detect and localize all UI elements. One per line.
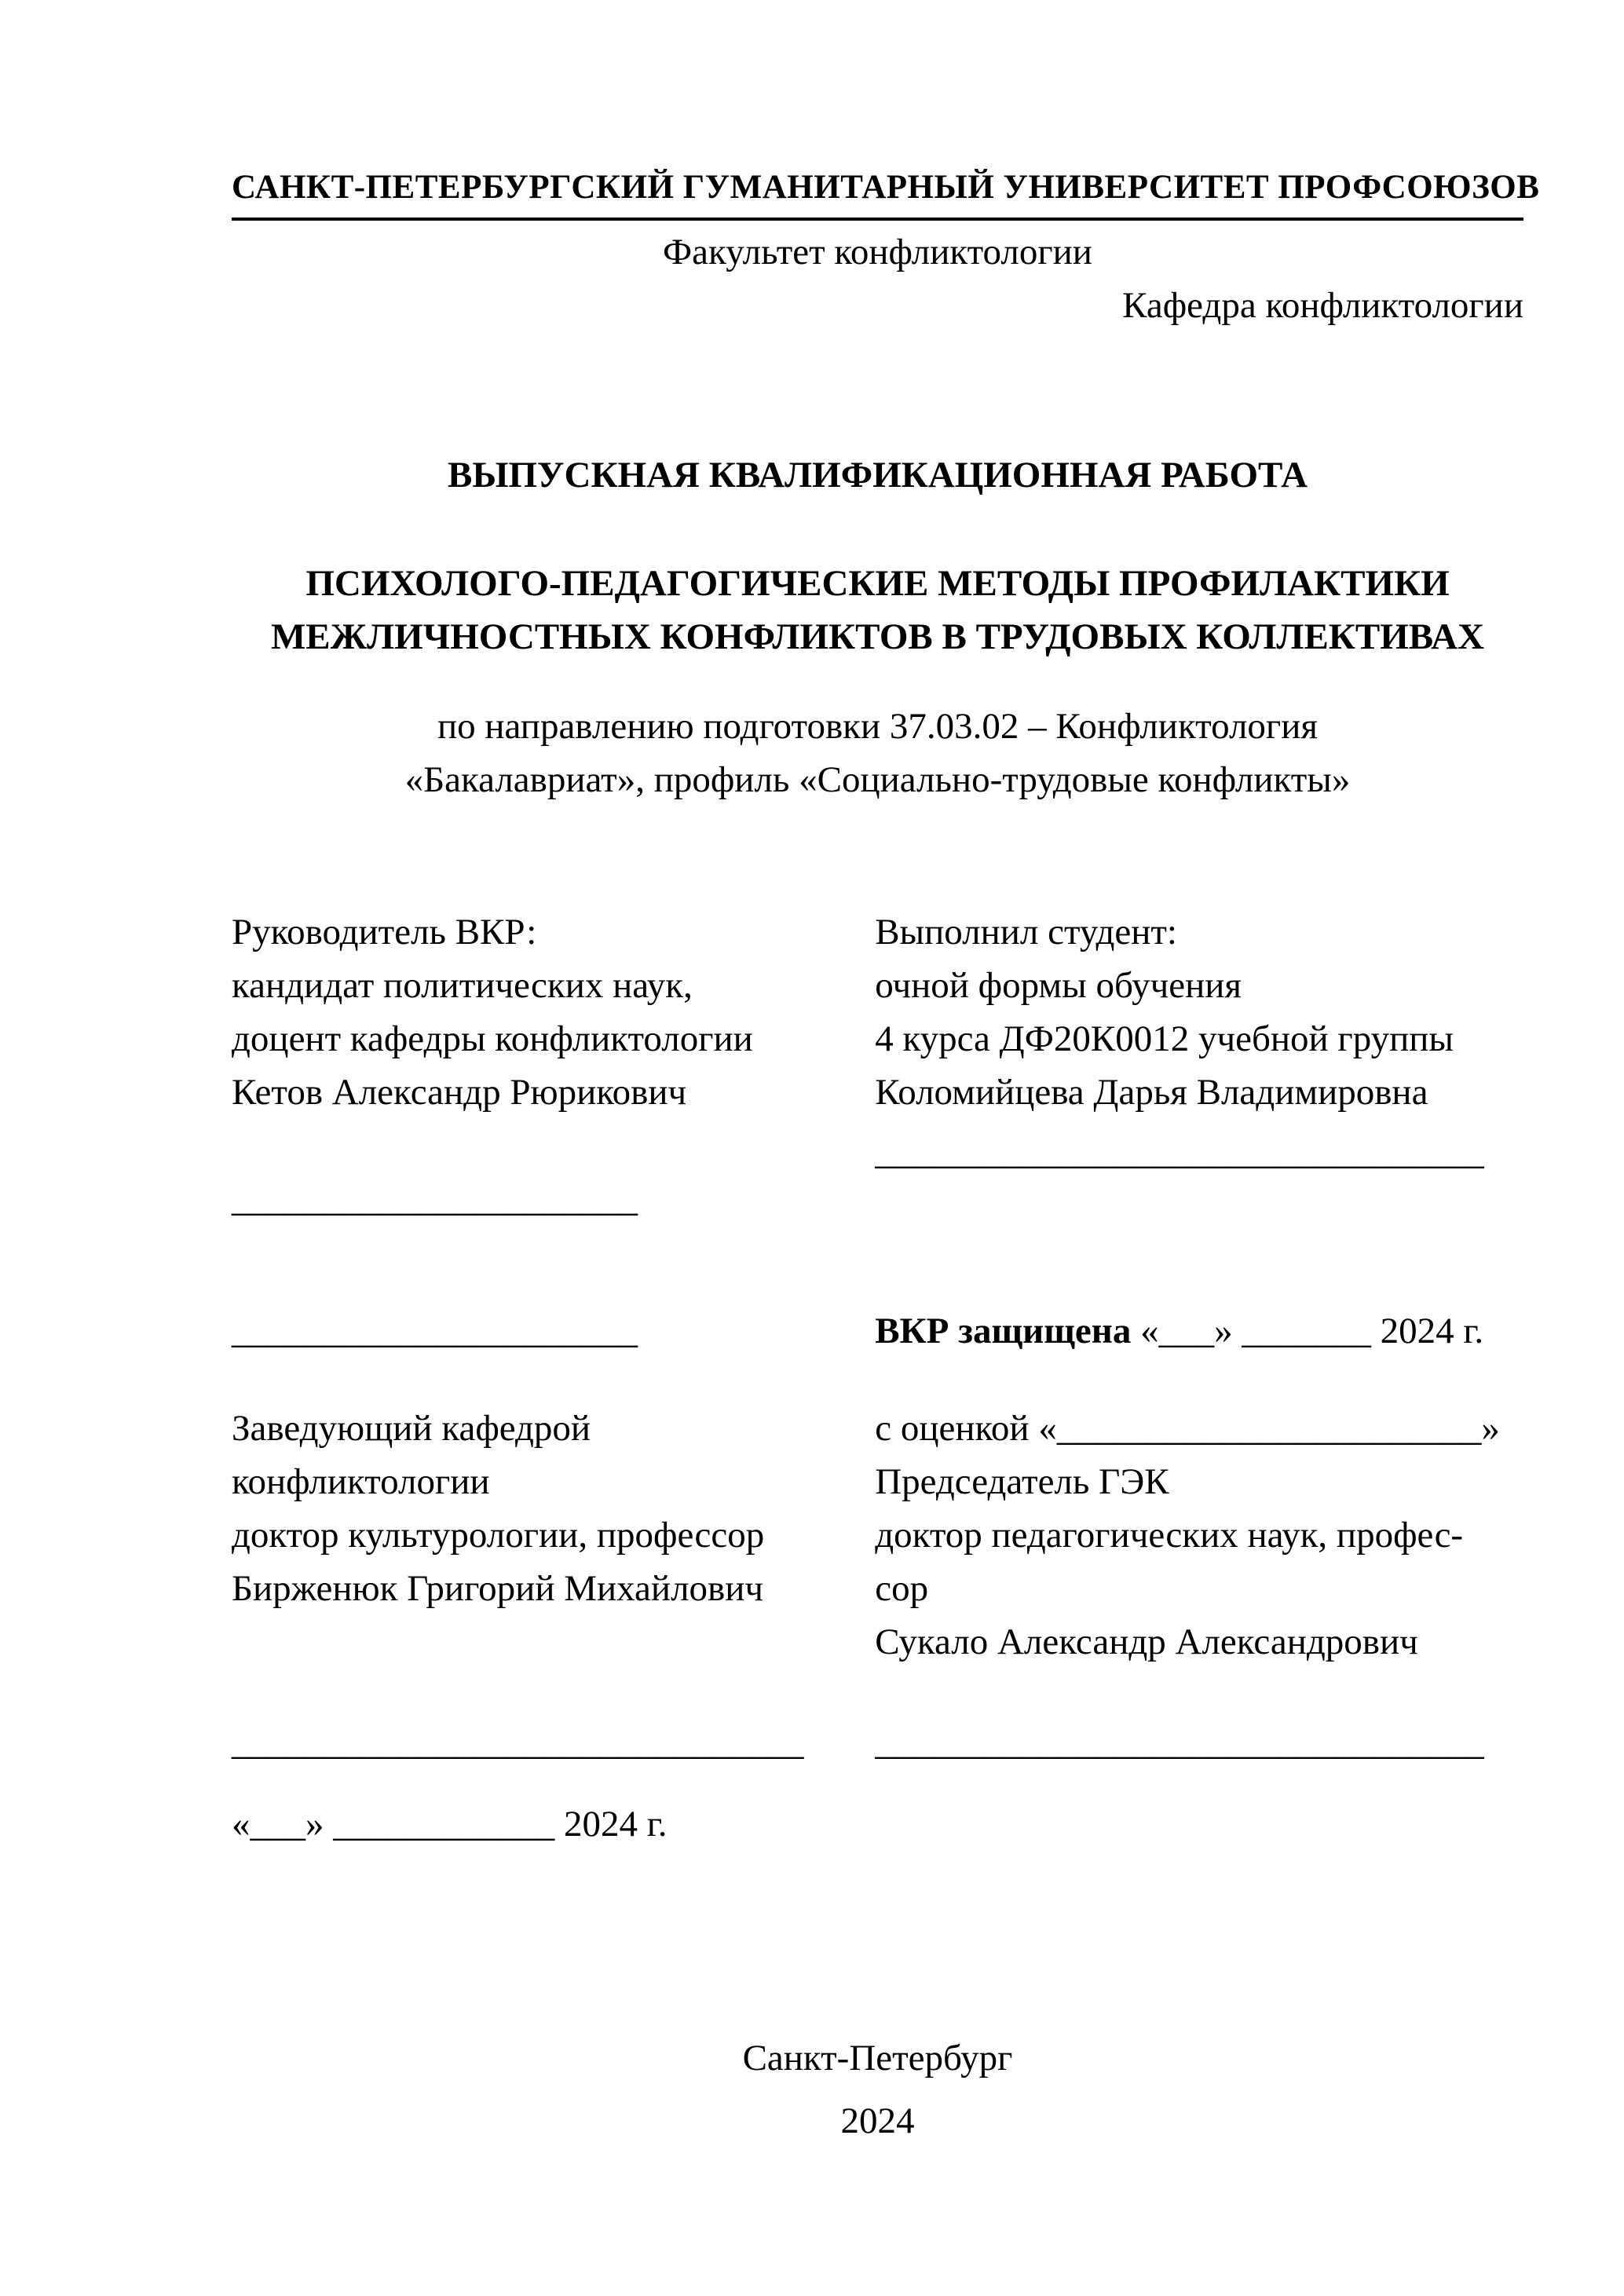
- signatures-row: [232, 1716, 1523, 1769]
- document-header: [232, 161, 1540, 332]
- work-type-heading: ВЫПУСКНАЯ КВАЛИФИКАЦИОННАЯ РАБОТА: [447, 455, 1308, 495]
- head-chair-row: [232, 1402, 1523, 1669]
- faculty-name: Факультет конфликтологии: [663, 232, 1092, 272]
- date-row-empty: [875, 1797, 1523, 1851]
- chair-signature-line: _________________________________: [875, 1722, 1484, 1763]
- supervisor-student-row: [232, 905, 1523, 1226]
- program-info: [232, 700, 1523, 806]
- student-study-form: очной формы обучения: [875, 965, 1242, 1006]
- page-footer: [232, 2031, 1523, 2148]
- date-row: [232, 1797, 1523, 1851]
- chair-degree-line-1: доктор педагогических наук, профес-: [875, 1515, 1464, 1556]
- program-line-1: по направлению подготовки 37.03.02 – Конфликтология: [437, 706, 1318, 747]
- student-group: 4 курса ДФ20К0012 учебной группы: [875, 1018, 1454, 1059]
- department-head-date-blank: «___» ____________ 2024 г.: [232, 1804, 668, 1844]
- grade-blank-line: с оценкой «_______________________»: [875, 1408, 1500, 1449]
- supervisor-block: [232, 905, 875, 1226]
- spacer: [232, 1119, 875, 1172]
- department-head-block: [232, 1402, 875, 1669]
- defense-statement: [875, 1304, 1523, 1358]
- supervisor-name: Кетов Александр Рюрикович: [232, 1072, 687, 1113]
- city: Санкт-Петербург: [742, 2038, 1013, 2078]
- supervisor-label: Руководитель ВКР:: [232, 912, 537, 952]
- defense-row: [232, 1304, 1523, 1358]
- chair-degree-line-2: сор: [875, 1568, 929, 1609]
- university-name: САНКТ-ПЕТЕРБУРГСКИЙ ГУМАНИТАРНЫЙ УНИВЕРСИТЕТ ПРОФСОЮЗОВ: [232, 161, 1523, 221]
- defense-label: ВКР защищена: [875, 1311, 1132, 1351]
- student-name: Коломийцева Дарья Владимировна: [875, 1072, 1428, 1113]
- student-block: [875, 905, 1523, 1226]
- thesis-title: [232, 557, 1523, 664]
- student-label: Выполнил студент:: [875, 912, 1177, 952]
- department-head-line-2: конфликтологии: [232, 1461, 490, 1502]
- thesis-title-line-1: ПСИХОЛОГО-ПЕДАГОГИЧЕСКИЕ МЕТОДЫ ПРОФИЛАКТИКИ: [305, 563, 1450, 604]
- program-line-2: «Бакалавриат», профиль «Социально-трудовые конфликты»: [404, 759, 1351, 800]
- supervisor-position: доцент кафедры конфликтологии: [232, 1018, 753, 1059]
- department-head-signature-line: _______________________________: [232, 1722, 804, 1763]
- supervisor-signature-line: ______________________: [232, 1179, 638, 1219]
- chair-name: Сукало Александр Александрович: [875, 1621, 1418, 1662]
- committee-chair-block: [875, 1402, 1523, 1669]
- department-head-name: Бирженюк Григорий Михайлович: [232, 1568, 764, 1609]
- year: 2024: [840, 2100, 915, 2141]
- defense-date-blank: «___» _______ 2024 г.: [1131, 1311, 1484, 1351]
- supervisor-degree: кандидат политических наук,: [232, 965, 693, 1006]
- department-head-line-1: Заведующий кафедрой: [232, 1408, 591, 1449]
- chair-label: Председатель ГЭК: [875, 1461, 1169, 1502]
- supervisor-signature-line-2: ______________________: [232, 1311, 638, 1351]
- department-name: Кафедра конфликтологии: [1122, 285, 1523, 326]
- department-head-degree: доктор культурологии, профессор: [232, 1515, 765, 1556]
- student-signature-line: _________________________________: [875, 1132, 1484, 1172]
- thesis-title-line-2: МЕЖЛИЧНОСТНЫХ КОНФЛИКТОВ В ТРУДОВЫХ КОЛЛЕКТИВАХ: [270, 616, 1485, 657]
